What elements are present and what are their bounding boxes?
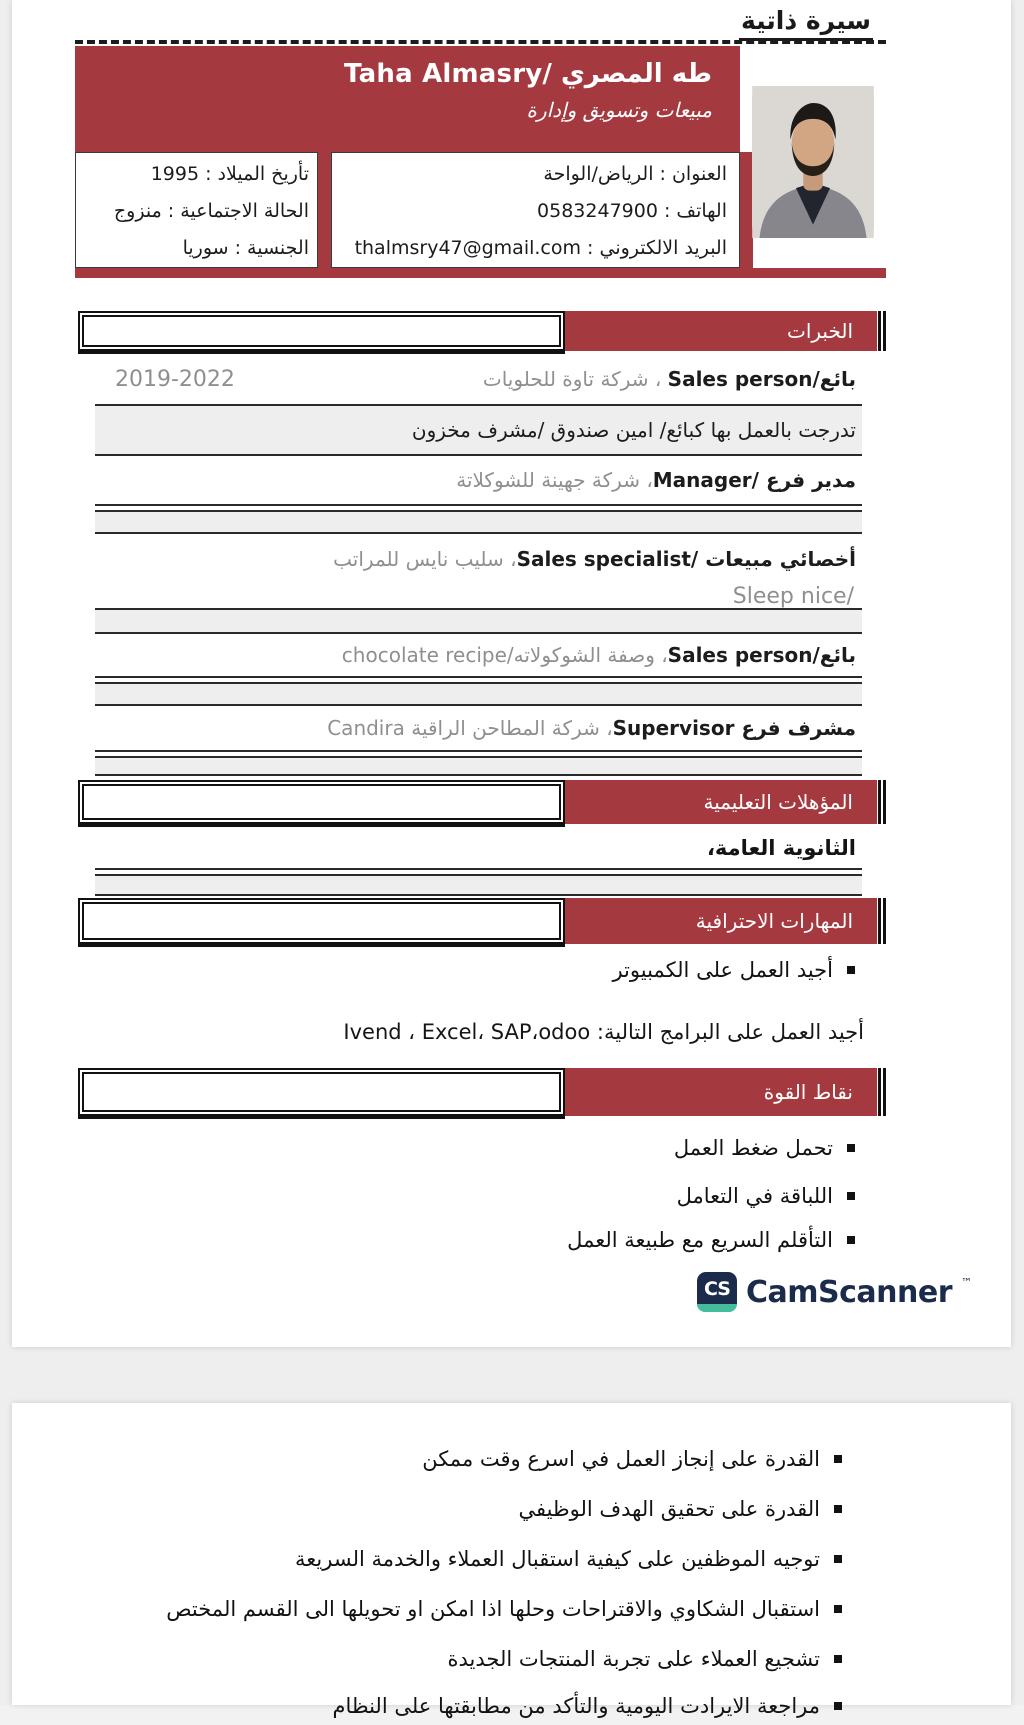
square-bullet-icon [847,1236,855,1244]
contact-info-box [331,152,740,268]
square-bullet-icon [834,1505,842,1513]
camscanner-icon-accent [697,1304,737,1312]
education-item: الثانوية العامة، [95,828,862,870]
camscanner-label: CamScanner [745,1274,952,1310]
section-endcap [878,780,886,824]
square-bullet-icon [847,1192,855,1200]
section-endcap [878,898,886,944]
square-bullet-icon [834,1555,842,1563]
candidate-name: طه المصري /Taha Almasry [344,59,712,89]
strength-text: اللباقة في التعامل [676,1184,833,1208]
experience-text: أخصائي مبيعات /Sales specialist، سليب نايس للمراتب [333,547,856,571]
experience-empty-row [95,756,862,776]
section-header-skills [75,898,886,944]
section-label-education: المؤهلات التعليمية [565,780,877,824]
section-label-strengths: نقاط القوة [565,1068,877,1116]
duty-item [70,1590,842,1628]
square-bullet-icon [847,1144,855,1152]
experience-row-supervisor-candira [95,706,862,752]
experience-row-chocolate-recipe [95,634,862,678]
address-field: العنوان : الرياض/الواحة [543,163,727,185]
experience-row-sales-specialist [95,534,862,584]
education-empty-row [95,874,862,896]
blank-field [78,898,565,944]
experience-text: بائع/Sales person ، شركة تاوة للحلويات [482,367,856,391]
name-banner [75,46,740,152]
duty-item [70,1540,842,1578]
strength-item [95,1128,855,1168]
duty-item [70,1490,842,1528]
camscanner-icon [697,1272,737,1312]
duty-text: تشجيع العملاء على تجربة المنتجات الجديدة [447,1647,820,1671]
section-header-experience [75,311,886,351]
strength-text: التأقلم السريع مع طبيعة العمل [567,1228,833,1252]
square-bullet-icon [834,1655,842,1663]
square-bullet-icon [847,966,855,974]
experience-row-progression [95,406,862,456]
blank-field [78,311,565,351]
section-header-strengths [75,1068,886,1116]
candidate-job-title: مبيعات وتسويق وإدارة [526,98,712,122]
profile-photo [752,86,874,238]
header-bottom-bar [75,268,886,278]
duty-text: القدرة على إنجاز العمل في اسرع وقت ممكن [422,1447,820,1471]
section-label-skills: المهارات الاحترافية [565,898,877,944]
strength-text: تحمل ضغط العمل [673,1136,833,1160]
experience-text: Sleep nice/ [732,583,854,609]
duty-text: استقبال الشكاوي والاقتراحات وحلها اذا امكن او تحويلها الى القسم المختص [166,1597,820,1621]
document-title: سيرة ذاتية [739,6,873,41]
person-illustration [752,86,874,238]
experience-text: بائع/Sales person، وصفة الشوكولاته/chocolate recipe [341,643,856,667]
experience-row-sleep-nice [95,584,862,610]
marital-status-field: الحالة الاجتماعية : منزوج [113,200,309,222]
duty-item [70,1440,842,1478]
duty-text: مراجعة الايرادت اليومية والتأكد من مطابقتها على النظام [332,1694,820,1718]
experience-empty-row [95,682,862,706]
dashed-divider [75,40,886,44]
skill-text: أجيد العمل على الكمبيوتر [612,958,833,982]
skill-programs-line: أجيد العمل على البرامج التالية: Ivend ، Excel، SAP،odoo [343,1020,864,1044]
experience-row-manager-johayna [95,456,862,506]
section-endcap [878,311,886,351]
page-1 [12,0,1011,1347]
duty-text: توجيه الموظفين على كيفية استقبال العملاء والخدمة السريعة [295,1547,820,1571]
section-label-experience: الخبرات [565,311,877,351]
trademark-symbol: ™ [961,1276,972,1289]
skill-item-computer [95,950,855,990]
blank-field [78,1068,565,1116]
experience-text: تدرجت بالعمل بها كبائع/ امين صندوق /مشرف مخزون [411,418,856,442]
camscanner-watermark [697,1272,972,1312]
duty-item [70,1687,842,1725]
page-2 [12,1403,1011,1718]
personal-info-left-box [75,152,318,268]
phone-field: الهاتف : 0583247900 [537,200,727,222]
experience-text: مدير فرع /Manager، شركة جهينة للشوكلاتة [456,468,856,492]
duty-item [70,1640,842,1678]
duty-text: القدرة على تحقيق الهدف الوظيفي [518,1497,820,1521]
experience-date: 2019-2022 [115,366,235,392]
square-bullet-icon [834,1605,842,1613]
square-bullet-icon [834,1702,842,1710]
blank-field [78,780,565,824]
experience-empty-row [95,610,862,634]
info-table-divider [318,152,331,268]
email-field: البريد الالكتروني : thalmsry47@gmail.com [354,237,727,259]
experience-empty-row [95,510,862,534]
strength-item [95,1220,855,1260]
nationality-field: الجنسية : سوريا [182,237,309,259]
camscanner-initials: CS [703,1278,730,1300]
experience-text: مشرف فرع Supervisor، شركة المطاحن الراقية Candira [327,716,856,740]
experience-row-sales-person-tawa [95,354,862,406]
section-header-education [75,780,886,824]
birth-date-field: تأريخ الميلاد : 1995 [150,163,309,185]
section-endcap [878,1068,886,1116]
strength-item [95,1176,855,1216]
square-bullet-icon [834,1455,842,1463]
